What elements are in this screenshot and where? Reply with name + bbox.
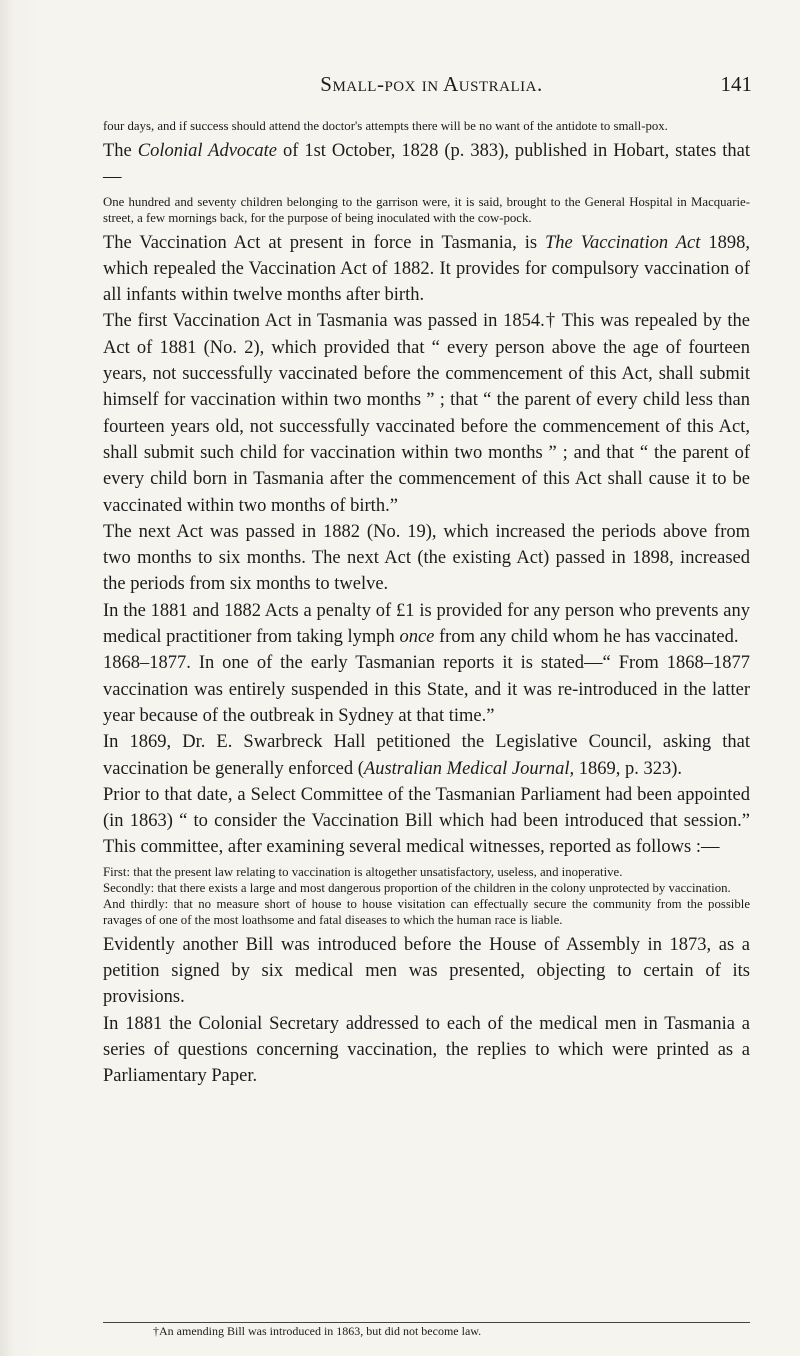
paragraph-swarbreck-hall	[103, 729, 750, 782]
paragraph-1873-bill: Evidently another Bill was introduced before the House of Assembly in 1873, as a petition signed by six medical men was presented, objecting to certain of its provisions.	[103, 934, 750, 1008]
committee-report-quote	[103, 864, 750, 928]
report-third: And thirdly: that no measure short of house to house visitation can effectually secure the community from the possible ravages of one of the most loathsome and fatal diseases to which the human race is liable.	[103, 896, 750, 927]
paragraph-continuation: four days, and if success should attend the doctor's attempts there will be no want of the antidote to small-pox.	[103, 119, 668, 133]
paragraph-vaccination-act	[103, 230, 750, 309]
italic-title: Australian Medical Journal,	[363, 758, 575, 779]
paragraph-next-act: The next Act was passed in 1882 (No. 19), which increased the periods above from two months to six months. The next Act (the existing Act) passed in 1898, increased the periods from six months to twelve.	[103, 521, 750, 595]
text: of 1st October, 1828 (p. 383), published in Hobart, states that—	[103, 141, 750, 188]
page-body	[103, 118, 750, 1090]
paragraph-first-act: The first Vaccination Act in Tasmania was passed in 1854.† This was repealed by the Act of 1881 (No. 2), which provided that “ every person above the age of fourteen years, not successfully vaccinated before the commencement of this Act, shall submit himself for vaccination within two months ” ; that “ the parent of every child less than fourteen years old, not successfully vaccinated before the commencement of this Act, shall submit such child for vaccination within two months ” ; and that “ the parent of every child born in Tasmania after the commencement of this Act shall cause it to be vaccinated within two months of birth.”	[103, 311, 750, 516]
paragraph-1868-1877: 1868–1877. In one of the early Tasmanian reports it is stated—“ From 1868–1877 vaccination was entirely suspended in this State, and it was re-introduced in the latter year because of the outbreak in Sydney at that time.”	[103, 653, 750, 726]
italic-word: once	[399, 627, 435, 648]
text: In the 1881 and 1882 Acts a penalty of £1 is provided for any person who prevents any medical practitioner from taking lymph	[103, 600, 750, 648]
italic-title: The Vaccination Act	[545, 232, 701, 253]
paragraph-colonial-advocate	[103, 138, 750, 191]
paragraph-penalty	[103, 598, 750, 651]
page-number: 141	[720, 72, 752, 96]
paragraph-1881-questions: In 1881 the Colonial Secretary addressed to each of the medical men in Tasmania a series of questions concerning vaccination, the replies to which were printed as a Parliamentary Paper.	[103, 1013, 750, 1087]
text: In 1869, Dr. E. Swarbreck Hall petitioned the Legislative Council, asking that vaccination be generally enforced (	[103, 732, 750, 779]
italic-title: Colonial Advocate	[137, 141, 277, 161]
report-first: First: that the present law relating to vaccination is altogether unsatisfactory, useless, and inoperative.	[103, 864, 623, 879]
paragraph-select-committee: Prior to that date, a Select Committee of the Tasmanian Parliament had been appointed (in 1863) “ to consider the Vaccination Bill which had been introduced that session.” This committee, after examining several medical witnesses, reported as follows :—	[103, 784, 750, 858]
page-header	[103, 72, 760, 100]
report-second: Secondly: that there exists a large and most dangerous proportion of the children in the colony unprotected by vaccination.	[103, 880, 731, 895]
text: 1898, which repealed the Vaccination Act of 1882. It provides for compulsory vaccination of all infants within twelve months after birth.	[103, 232, 750, 306]
running-title: Small-pox in Australia.	[320, 72, 543, 96]
text: The Vaccination Act at present in force in Tasmania, is	[103, 232, 546, 253]
footnote: †An amending Bill was introduced in 1863, but did not become law.	[153, 1324, 482, 1338]
text: from any child whom he has vaccinated.	[434, 627, 739, 648]
text: The	[103, 141, 138, 161]
block-quote: One hundred and seventy children belonging to the garrison were, it is said, brought to the General Hospital in Macquarie-street, a few mornings back, for the purpose of being inoculated with the cow-pock.	[103, 194, 750, 225]
footnote-divider	[103, 1322, 750, 1323]
text: 1869, p. 323).	[574, 758, 683, 779]
